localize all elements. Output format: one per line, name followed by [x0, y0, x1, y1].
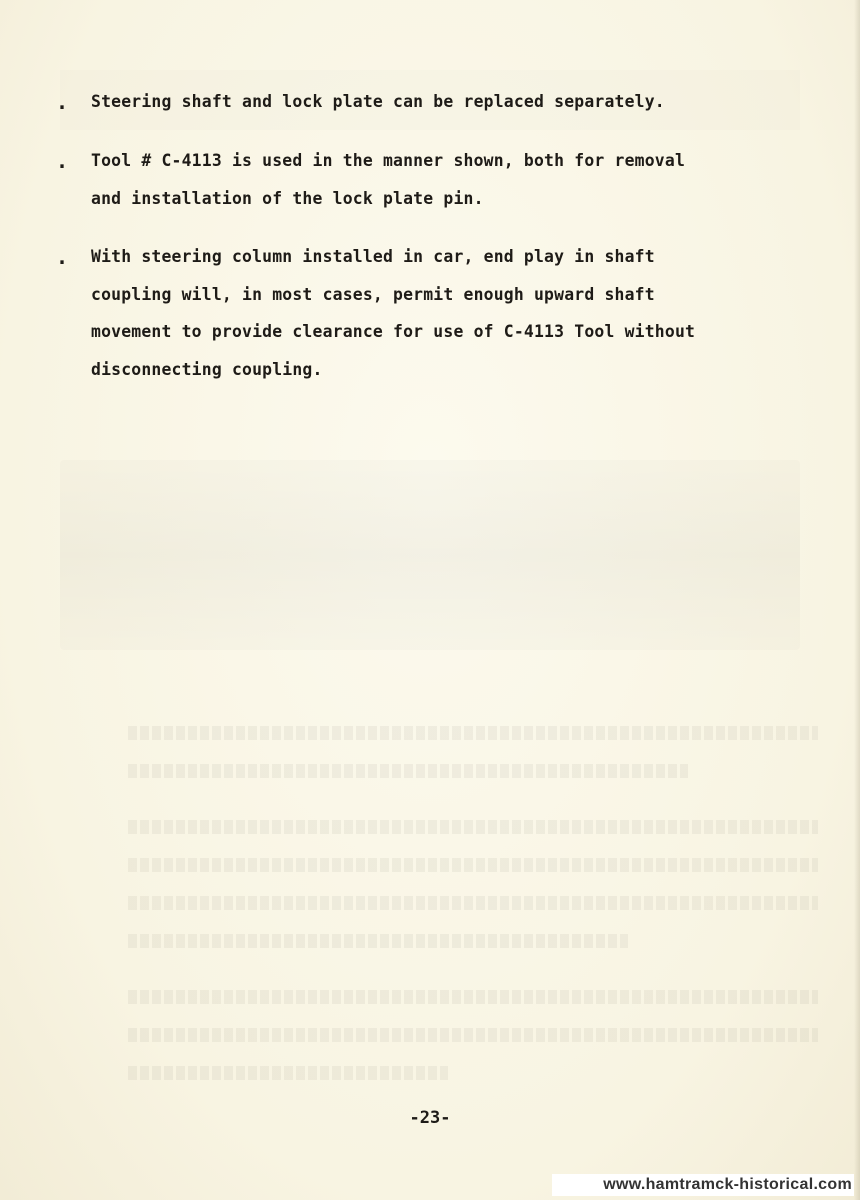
bullet-text: Steering shaft and lock plate can be replaced separately. [91, 92, 665, 111]
bleed-through-text-line [128, 764, 688, 778]
bullet-text: Tool # C-4113 is used in the manner shown, both for removal and installation of the lock plate pin. [91, 151, 686, 208]
website-watermark: www.hamtramck-historical.com [552, 1174, 854, 1196]
page-number: -23- [409, 1108, 451, 1128]
bleed-through-photo [60, 460, 800, 650]
bullet-text: With steering column installed in car, end play in shaft coupling will, in most cases, permit enough upward shaft movement to provide clearance for use of C-4113 Tool without disconnecting coupling. [91, 247, 696, 379]
bleed-through-text-line [128, 726, 818, 740]
bleed-through-text-line [128, 820, 818, 834]
bullet-marker: . [56, 90, 69, 114]
bullet-marker: . [56, 149, 69, 173]
bleed-through-text-line [128, 896, 818, 910]
bleed-through-text-line [128, 1028, 818, 1042]
bleed-through-text-line [128, 934, 628, 948]
bleed-through-text-line [128, 1066, 448, 1080]
bullet-marker: . [56, 245, 69, 269]
bleed-through-text-line [128, 858, 818, 872]
bleed-through-text-line [128, 990, 818, 1004]
page-edge-shadow [854, 0, 860, 1200]
